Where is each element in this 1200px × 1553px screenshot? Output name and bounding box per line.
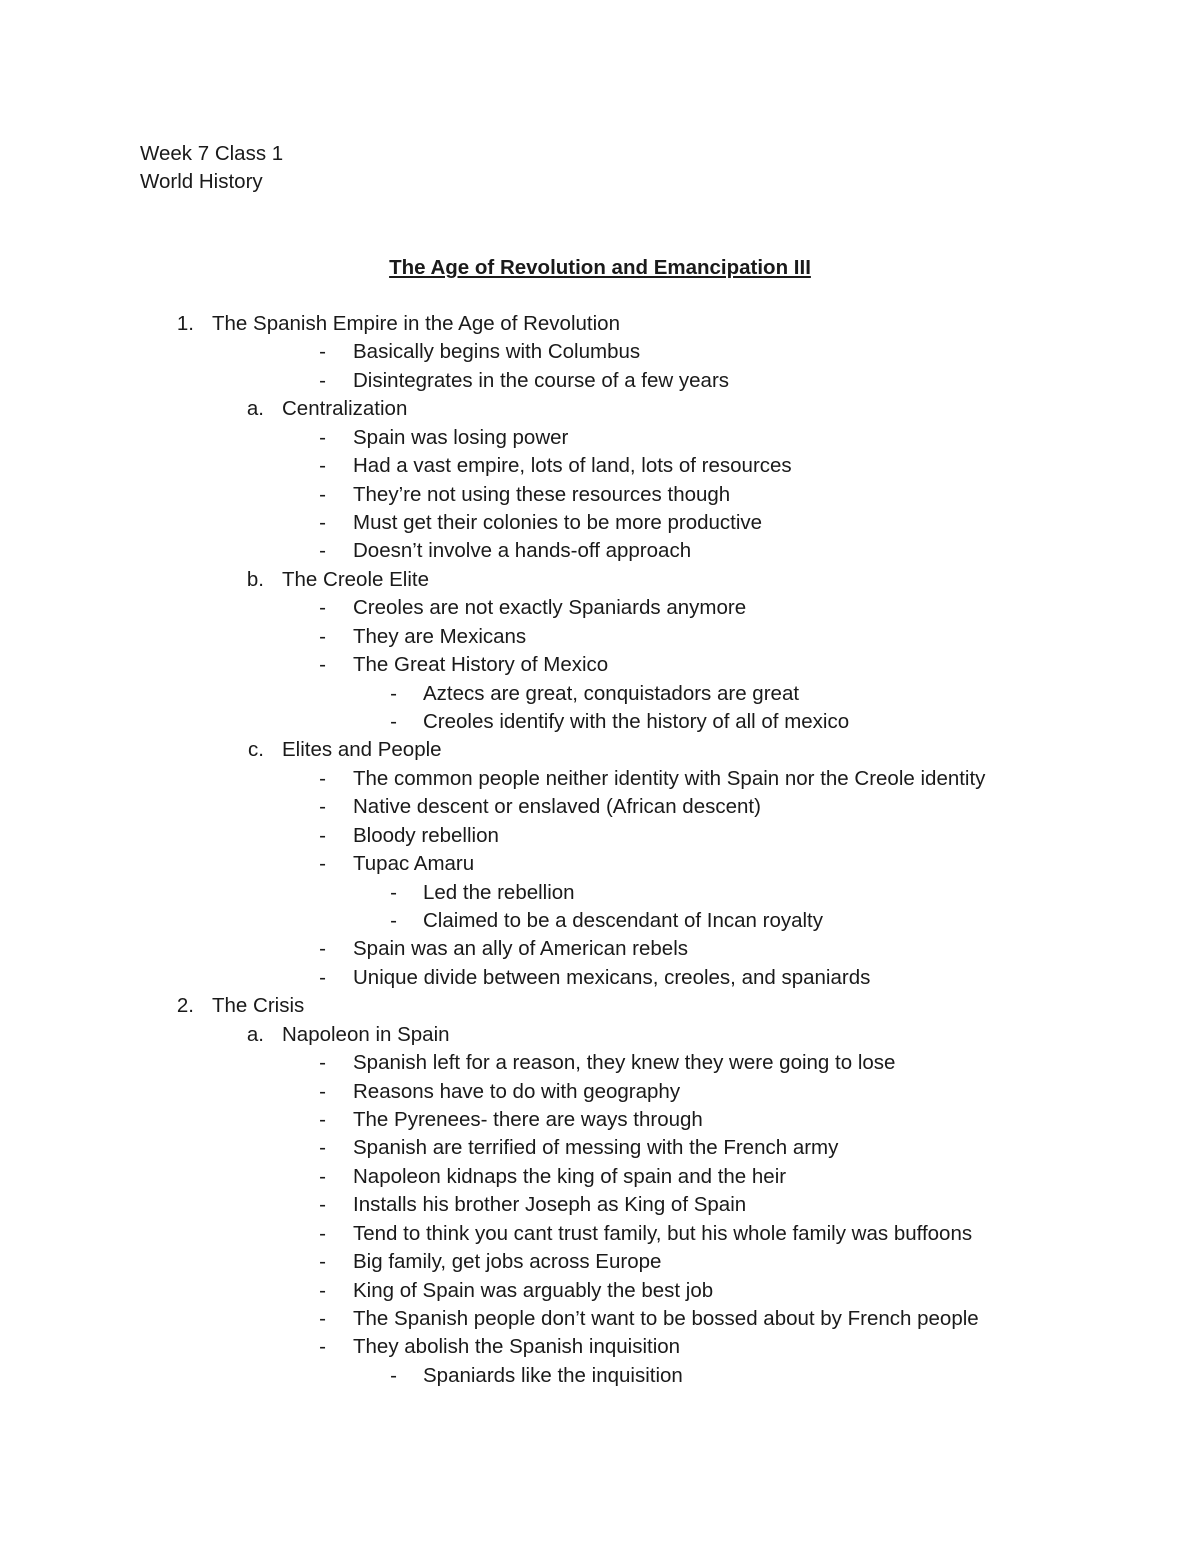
bullet-dash: - [319, 1307, 326, 1330]
outline-item-text: Big family, get jobs across Europe [353, 1250, 662, 1273]
bullet-dash: - [319, 483, 326, 506]
outline-item-text: Spain was an ally of American rebels [353, 937, 689, 960]
bullet-dash: - [319, 426, 326, 449]
outline-item-text: The Spanish people don’t want to be bossed about by French people [353, 1307, 979, 1330]
outline-item-text: They’re not using these resources though [353, 483, 731, 506]
course-week-line: Week 7 Class 1 [140, 142, 284, 165]
outline-item-text: Bloody rebellion [353, 824, 499, 847]
bullet-dash: - [319, 539, 326, 562]
outline-item-text: Spanish are terrified of messing with the French army [353, 1136, 839, 1159]
bullet-dash: - [319, 1080, 326, 1103]
outline-item-text: Doesn’t involve a hands-off approach [353, 539, 692, 562]
course-subject-line: World History [140, 170, 263, 193]
bullet-dash: - [319, 369, 326, 392]
outline-item-text: Spanish left for a reason, they knew they were going to lose [353, 1051, 896, 1074]
list-marker: 1. [176, 312, 194, 335]
list-marker: 2. [176, 994, 194, 1017]
outline-item-text: They abolish the Spanish inquisition [353, 1335, 681, 1358]
outline-item-text: Claimed to be a descendant of Incan royalty [423, 909, 823, 932]
bullet-dash: - [319, 1279, 326, 1302]
bullet-dash: - [319, 795, 326, 818]
outline-item-text: They are Mexicans [353, 625, 527, 648]
bullet-dash: - [319, 1165, 326, 1188]
bullet-dash: - [319, 1335, 326, 1358]
outline-item-text: The Pyrenees- there are ways through [353, 1108, 703, 1131]
outline-item-text: Tupac Amaru [353, 852, 475, 875]
outline-item-text: Must get their colonies to be more productive [353, 511, 763, 534]
outline-item-text: King of Spain was arguably the best job [353, 1279, 714, 1302]
bullet-dash: - [390, 1364, 397, 1387]
bullet-dash: - [319, 653, 326, 676]
bullet-dash: - [319, 824, 326, 847]
bullet-dash: - [319, 937, 326, 960]
bullet-dash: - [319, 1136, 326, 1159]
outline-item-text: Elites and People [282, 738, 442, 761]
outline-item-text: The Great History of Mexico [353, 653, 609, 676]
outline-item-text: Led the rebellion [423, 881, 575, 904]
outline-item-text: Aztecs are great, conquistadors are great [423, 682, 800, 705]
bullet-dash: - [319, 1193, 326, 1216]
outline-item-text: Had a vast empire, lots of land, lots of resources [353, 454, 792, 477]
outline-item-text: Reasons have to do with geography [353, 1080, 681, 1103]
bullet-dash: - [319, 454, 326, 477]
bullet-dash: - [319, 596, 326, 619]
bullet-dash: - [319, 1250, 326, 1273]
bullet-dash: - [319, 511, 326, 534]
outline-item-text: Napoleon kidnaps the king of spain and the heir [353, 1165, 787, 1188]
outline-item-text: Unique divide between mexicans, creoles, and spaniards [353, 966, 871, 989]
bullet-dash: - [319, 1222, 326, 1245]
outline-item-text: Native descent or enslaved (African descent) [353, 795, 761, 818]
bullet-dash: - [390, 682, 397, 705]
list-marker: a. [246, 1023, 264, 1046]
bullet-dash: - [390, 909, 397, 932]
list-marker: c. [248, 738, 264, 761]
outline-item-text: Creoles identify with the history of all of mexico [423, 710, 850, 733]
outline-item-text: Tend to think you cant trust family, but his whole family was buffoons [353, 1222, 973, 1245]
outline-item-text: The common people neither identity with Spain nor the Creole identity [353, 767, 986, 790]
bullet-dash: - [319, 767, 326, 790]
outline-item-text: Centralization [282, 397, 408, 420]
outline-item-text: The Spanish Empire in the Age of Revolution [212, 312, 620, 335]
outline-item-text: The Crisis [212, 994, 305, 1017]
bullet-dash: - [390, 881, 397, 904]
outline-item-text: Basically begins with Columbus [353, 340, 641, 363]
bullet-dash: - [319, 625, 326, 648]
outline-item-text: The Creole Elite [282, 568, 429, 591]
bullet-dash: - [390, 710, 397, 733]
bullet-dash: - [319, 340, 326, 363]
list-marker: b. [246, 568, 264, 591]
bullet-dash: - [319, 1108, 326, 1131]
outline-item-text: Napoleon in Spain [282, 1023, 450, 1046]
outline-item-text: Creoles are not exactly Spaniards anymore [353, 596, 747, 619]
list-marker: a. [246, 397, 264, 420]
bullet-dash: - [319, 966, 326, 989]
bullet-dash: - [319, 852, 326, 875]
document-title: The Age of Revolution and Emancipation III [389, 256, 811, 279]
bullet-dash: - [319, 1051, 326, 1074]
outline-item-text: Spain was losing power [353, 426, 569, 449]
outline-item-text: Spaniards like the inquisition [423, 1364, 683, 1387]
outline-item-text: Installs his brother Joseph as King of Spain [353, 1193, 747, 1216]
outline-item-text: Disintegrates in the course of a few years [353, 369, 730, 392]
